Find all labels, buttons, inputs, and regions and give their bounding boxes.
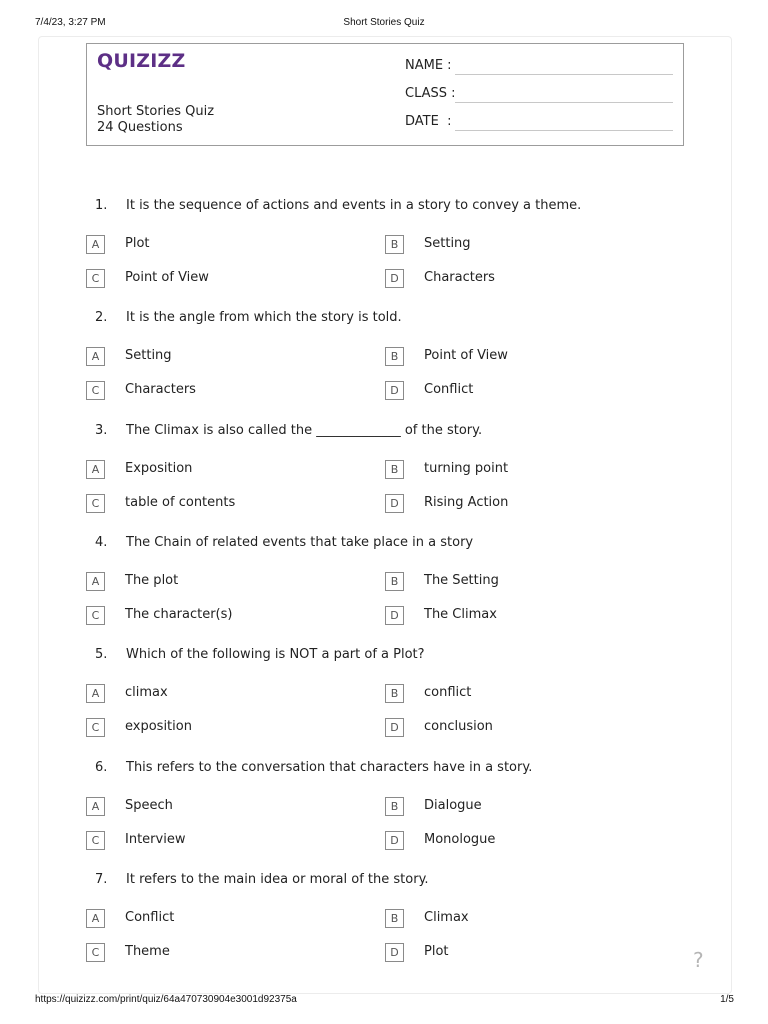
answer-option[interactable] (385, 831, 685, 851)
answer-option[interactable] (385, 460, 685, 480)
answer-option[interactable] (86, 718, 386, 738)
question-item (0, 872, 768, 984)
option-letter-box[interactable]: B (385, 460, 404, 479)
question-number: 2. (95, 310, 108, 326)
quizizz-logo: QUIZIZZ (97, 50, 186, 72)
option-text: Characters (125, 382, 196, 398)
page-number: 1/5 (720, 994, 734, 1005)
option-letter-box[interactable]: D (385, 494, 404, 513)
question-text: This refers to the conversation that characters have in a story. (126, 759, 533, 775)
option-text: Conflict (125, 909, 175, 925)
option-letter-box[interactable]: A (86, 684, 105, 703)
option-letter-box[interactable]: C (86, 381, 105, 400)
answer-option[interactable] (86, 943, 386, 963)
option-letter-box[interactable]: D (385, 831, 404, 850)
option-letter-box[interactable]: A (86, 909, 105, 928)
question-item (0, 535, 768, 647)
option-letter-box[interactable]: D (385, 606, 404, 625)
option-text: The Setting (424, 572, 499, 588)
answer-option[interactable] (385, 235, 685, 255)
date-line (455, 130, 673, 131)
option-text: Setting (125, 348, 172, 364)
option-text: The character(s) (125, 606, 233, 622)
option-letter-box[interactable]: D (385, 381, 404, 400)
answer-option[interactable] (86, 381, 386, 401)
answer-option[interactable] (385, 684, 685, 704)
question-item (0, 760, 768, 872)
answer-option[interactable] (86, 494, 386, 514)
option-text: Exposition (125, 460, 193, 476)
option-letter-box[interactable]: C (86, 269, 105, 288)
option-letter-box[interactable]: C (86, 494, 105, 513)
option-letter-box[interactable]: A (86, 797, 105, 816)
option-text: Characters (424, 270, 495, 285)
option-text: Plot (125, 236, 150, 251)
option-letter-box[interactable]: C (86, 943, 105, 962)
answer-option[interactable] (86, 460, 386, 480)
question-item (0, 198, 768, 310)
question-number: 4. (95, 534, 108, 550)
answer-option[interactable] (385, 269, 685, 289)
question-number: 3. (95, 422, 108, 438)
answer-option[interactable] (86, 684, 386, 704)
answer-option[interactable] (385, 943, 685, 963)
option-letter-box[interactable]: B (385, 235, 404, 254)
print-url: https://quizizz.com/print/quiz/64a470730904e3001d92375a (35, 994, 297, 1005)
answer-option[interactable] (86, 909, 386, 929)
question-text: The Climax is also called the _____________ of the story. (126, 422, 483, 438)
option-letter-box[interactable]: B (385, 347, 404, 366)
quiz-title: Short Stories Quiz (97, 104, 215, 119)
answer-option[interactable] (385, 381, 685, 401)
print-timestamp: 7/4/23, 3:27 PM (35, 17, 106, 28)
option-text: conflict (424, 685, 472, 701)
answer-option[interactable] (385, 797, 685, 817)
option-text: Climax (424, 909, 469, 925)
date-label: DATE : (405, 114, 452, 129)
class-field[interactable] (405, 86, 675, 106)
option-text: Theme (125, 943, 170, 959)
answer-option[interactable] (385, 909, 685, 929)
class-label: CLASS : (405, 86, 456, 101)
option-text: The plot (125, 572, 179, 588)
option-letter-box[interactable]: D (385, 269, 404, 288)
answer-option[interactable] (86, 831, 386, 851)
name-line (455, 74, 673, 75)
option-letter-box[interactable]: A (86, 460, 105, 479)
option-letter-box[interactable]: D (385, 943, 404, 962)
question-text: The Chain of related events that take place in a story (126, 534, 474, 550)
option-text: The Climax (424, 606, 497, 622)
answer-option[interactable] (86, 235, 386, 255)
option-letter-box[interactable]: B (385, 684, 404, 703)
option-letter-box[interactable]: A (86, 572, 105, 591)
option-letter-box[interactable]: D (385, 718, 404, 737)
option-text: Plot (424, 943, 449, 959)
print-page-title: Short Stories Quiz (343, 17, 425, 28)
answer-option[interactable] (385, 494, 685, 514)
option-text: Dialogue (424, 797, 482, 813)
print-footer (0, 994, 768, 1008)
option-letter-box[interactable]: C (86, 718, 105, 737)
name-label: NAME : (405, 58, 452, 73)
option-text: Interview (125, 831, 186, 847)
option-text: Conflict (424, 382, 474, 398)
question-mark-icon[interactable]: ? (693, 948, 704, 972)
question-number: 1. (95, 198, 108, 213)
option-text: Setting (424, 236, 471, 251)
question-text: It is the angle from which the story is told. (126, 310, 402, 326)
answer-option[interactable] (86, 606, 386, 626)
option-letter-box[interactable]: A (86, 347, 105, 366)
answer-option[interactable] (86, 572, 386, 592)
answer-option[interactable] (86, 347, 386, 367)
option-text: Speech (125, 797, 173, 813)
question-number: 5. (95, 647, 108, 663)
print-header (0, 17, 768, 31)
class-line (455, 102, 673, 103)
option-letter-box[interactable]: B (385, 797, 404, 816)
answer-option[interactable] (385, 606, 685, 626)
question-item (0, 423, 768, 535)
option-letter-box[interactable]: B (385, 909, 404, 928)
option-letter-box[interactable]: A (86, 235, 105, 254)
question-item (0, 647, 768, 759)
option-text: Rising Action (424, 494, 509, 510)
question-number: 6. (95, 759, 108, 775)
option-text: table of contents (125, 494, 236, 510)
option-text: Monologue (424, 831, 496, 847)
answer-option[interactable] (385, 572, 685, 592)
question-count: 24 Questions (97, 120, 183, 135)
answer-option[interactable] (385, 718, 685, 738)
answer-option[interactable] (385, 347, 685, 367)
question-item (0, 310, 768, 422)
answer-option[interactable] (86, 797, 386, 817)
question-text: Which of the following is NOT a part of a Plot? (126, 647, 425, 663)
option-letter-box[interactable]: B (385, 572, 404, 591)
date-field[interactable] (405, 114, 675, 134)
question-text: It refers to the main idea or moral of the story. (126, 871, 429, 887)
option-letter-box[interactable]: C (86, 606, 105, 625)
option-text: climax (125, 685, 168, 701)
option-text: turning point (424, 460, 509, 476)
option-text: Point of View (424, 348, 508, 364)
option-text: exposition (125, 719, 192, 735)
option-text: Point of View (125, 270, 209, 285)
question-number: 7. (95, 871, 108, 887)
option-letter-box[interactable]: C (86, 831, 105, 850)
name-field[interactable] (405, 58, 675, 78)
option-text: conclusion (424, 719, 493, 735)
answer-option[interactable] (86, 269, 386, 289)
question-text: It is the sequence of actions and events in a story to convey a theme. (126, 198, 582, 213)
